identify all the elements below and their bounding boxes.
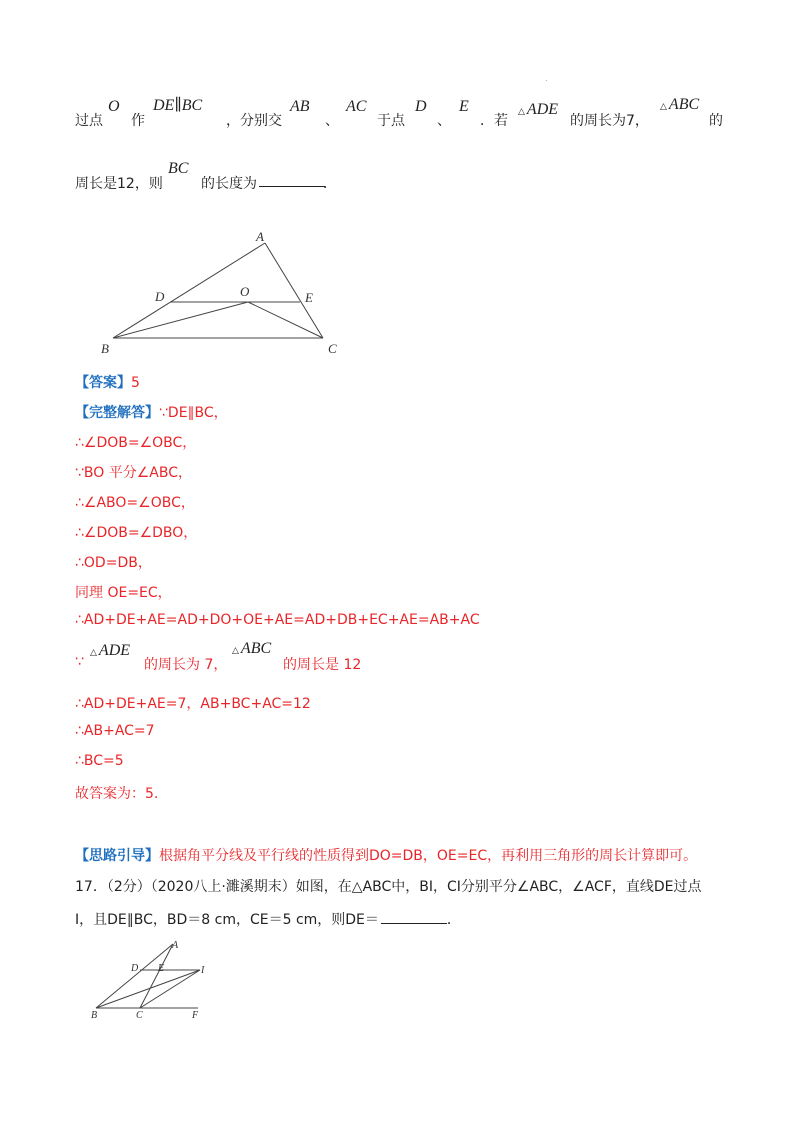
since-symbol: ∵ bbox=[75, 654, 84, 670]
q16-text: ．若 bbox=[480, 113, 508, 129]
answer-tag: 【答案】 bbox=[75, 375, 131, 391]
label-d: D bbox=[155, 289, 165, 304]
label-e: E bbox=[305, 290, 313, 305]
q16-text: 周长是12，则 bbox=[75, 176, 163, 192]
solution-first-line bbox=[75, 402, 228, 422]
solution-step: ∴OD=DB， bbox=[75, 555, 152, 571]
label-b: B bbox=[91, 1010, 98, 1021]
solution-step: 同理 OE=EC， bbox=[75, 585, 172, 601]
label-e: E bbox=[158, 963, 165, 974]
guide-line bbox=[75, 845, 697, 865]
solution-step: ∴∠DOB=∠OBC， bbox=[75, 435, 197, 451]
q16-math: O bbox=[108, 98, 120, 115]
guide-text: 根据角平分线及平行线的性质得到DO=DB，OE=EC，再利用三角形的周长计算即可。 bbox=[159, 848, 698, 864]
q17-line1: 17．（2分）（2020八上·濉溪期末）如图，在△ABC中，BI，CI分别平分∠ABC，∠ACF，直线DE过点 bbox=[75, 879, 702, 895]
solution-step: ∴BC=5 bbox=[75, 753, 124, 769]
label-f: F bbox=[192, 1010, 199, 1021]
answer-value: 5 bbox=[131, 375, 140, 391]
q16-math: AB bbox=[290, 98, 310, 115]
q17-line2: I，且DE∥BC，BD＝8 cm，CE＝5 cm，则DE＝ ． bbox=[75, 912, 461, 928]
q16-text: 的周长为7， bbox=[570, 113, 649, 129]
label-i: I bbox=[201, 965, 205, 976]
solution-step: ∵DE∥BC， bbox=[159, 405, 228, 421]
q16-text: ． bbox=[323, 176, 337, 192]
parallel-figure bbox=[88, 938, 218, 1023]
label-b: B bbox=[101, 341, 109, 356]
answer-line bbox=[75, 372, 140, 392]
solution-step: ∴AD+DE+AE=AD+DO+OE+AE=AD+DB+EC+AE=AB+AC bbox=[75, 612, 480, 628]
q16-math: DE∥BC bbox=[153, 97, 203, 114]
q16-text: 、 bbox=[437, 113, 451, 129]
solution-step: ∴AD+DE+AE=7，AB+BC+AC=12 bbox=[75, 696, 311, 712]
q16-text: 作 bbox=[131, 113, 145, 129]
q16-text: 、 bbox=[325, 113, 339, 129]
label-d: D bbox=[131, 963, 139, 974]
q16-text: 的 bbox=[709, 113, 723, 129]
q16-text: ，分别交 bbox=[226, 113, 282, 129]
triangle-ade: △ ADE bbox=[90, 642, 131, 659]
label-a: A bbox=[256, 229, 264, 244]
solution-step: ∴AB+AC=7 bbox=[75, 723, 155, 739]
solution-text: 的周长为 7， bbox=[144, 657, 228, 673]
label-c: C bbox=[136, 1010, 143, 1021]
solution-step: ∴∠DOB=∠DBO， bbox=[75, 525, 198, 541]
q16-text: 的长度为 bbox=[201, 176, 257, 192]
label-a: A bbox=[172, 940, 179, 951]
q16-math: AC bbox=[346, 98, 367, 115]
solution-tag: 【完整解答】 bbox=[75, 405, 159, 421]
q17-answer-blank bbox=[381, 911, 447, 924]
solution-step: ∴∠ABO=∠OBC， bbox=[75, 495, 195, 511]
q16-triangle-ade: △ ADE bbox=[518, 101, 559, 118]
stray-dot: . bbox=[545, 74, 548, 83]
label-o: O bbox=[240, 284, 250, 299]
q16-text: 于点 bbox=[377, 113, 405, 129]
guide-tag: 【思路引导】 bbox=[75, 848, 159, 864]
q16-text: 过点 bbox=[75, 113, 103, 129]
q16-math: BC bbox=[168, 160, 189, 177]
solution-step: ∵BO 平分∠ABC， bbox=[75, 465, 192, 481]
q16-triangle-abc: △ ABC bbox=[660, 96, 700, 113]
triangle-abc: △ ABC bbox=[232, 640, 272, 657]
answer-blank bbox=[259, 174, 325, 187]
label-c: C bbox=[328, 341, 337, 356]
solution-step: 故答案为：5. bbox=[75, 786, 159, 802]
q16-math: E bbox=[459, 98, 469, 115]
q16-math: D bbox=[415, 98, 427, 115]
solution-text: 的周长是 12 bbox=[283, 657, 362, 673]
triangle-figure bbox=[95, 225, 360, 360]
